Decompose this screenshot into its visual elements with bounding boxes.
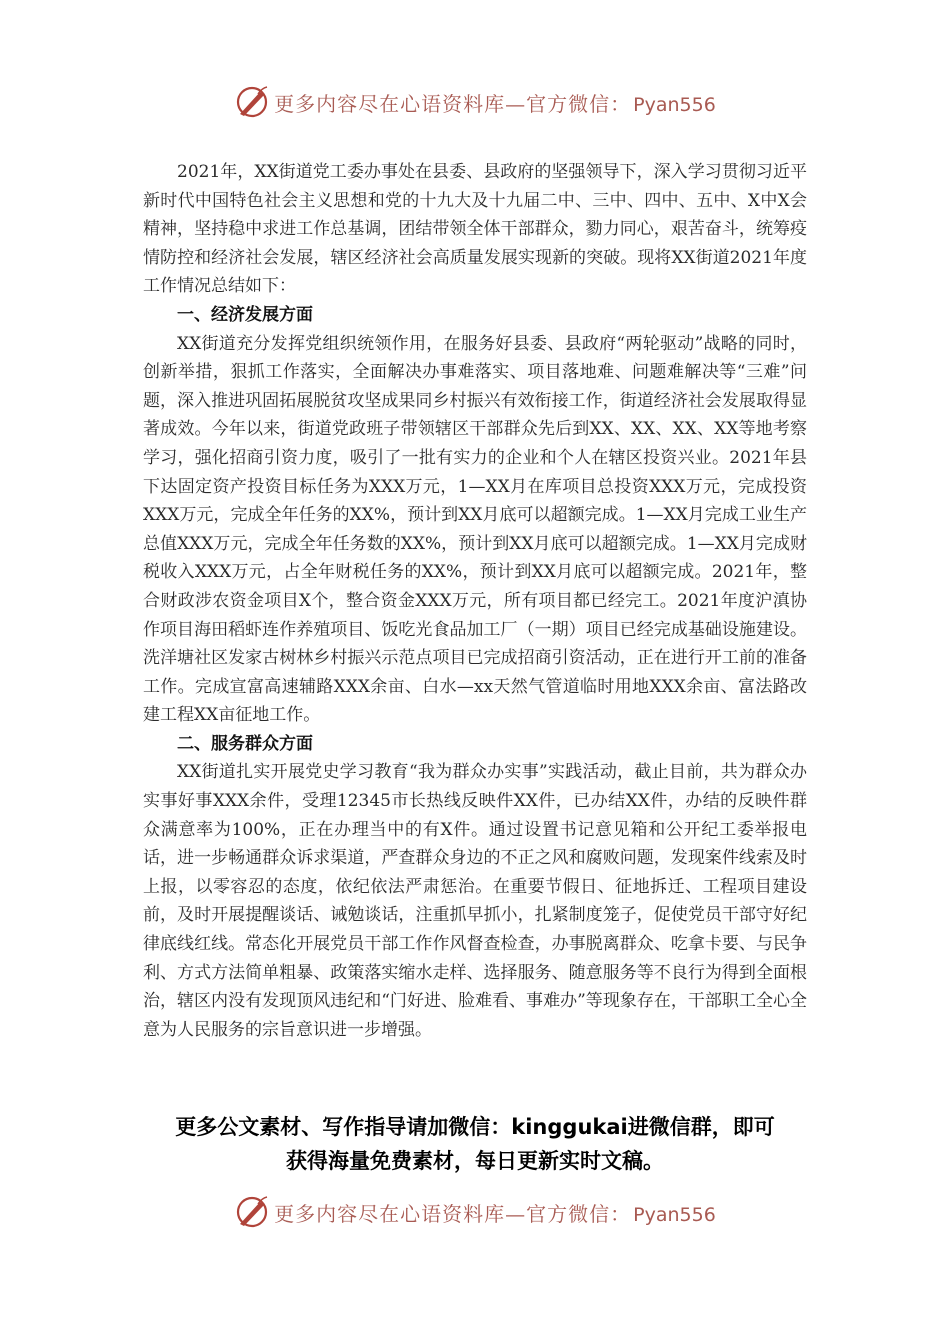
banner-label: 更多内容尽在心语资料库—官方微信：: [274, 91, 632, 116]
banner-label: 更多内容尽在心语资料库—官方微信：: [274, 1201, 632, 1226]
pen-logo-icon: [234, 1194, 270, 1230]
promo-notice: [100, 1110, 850, 1178]
promo-line-2: 获得海量免费素材，每日更新实时文稿。: [286, 1149, 664, 1173]
section1-paragraph: XX街道充分发挥党组织统领作用，在服务好县委、县政府“两轮驱动”战略的同时，创新举措，狠抓工作落实，全面解决办事难落实、项目落地难、问题难解决等“三难”问题，深入推进巩固拓展脱贫攻坚成果同乡村振兴有效衔接工作，街道经济社会发展取得显著成效。今年以来，街道党政班子带领辖区干部群众先后到XX、XX、XX、XX等地考察学习，强化招商引资力度，吸引了一批有实力的企业和个人在辖区投资兴业。2021年县下达固定资产投资目标任务为XXX万元，1—XX月在库项目总投资XXX万元，完成投资XXX万元，完成全年任务的XX%，预计到XX月底可以超额完成。1—XX月完成工业生产总值XXX万元，完成全年任务数的XX%，预计到XX月底可以超额完成。1—XX月完成财税收入XXX万元，占全年财税任务的XX%，预计到XX月底可以超额完成。2021年，整合财政涉农资金项目X个，整合资金XXX万元，所有项目都已经完工。2021年度沪滇协作项目海田稻虾连作养殖项目、饭吃光食品加工厂（一期）项目已经完成基础设施建设。洗洋塘社区发家古树林乡村振兴示范点项目已完成招商引资活动，正在进行开工前的准备工作。完成宣富高速辅路XXX余亩、白水—xx天然气管道临时用地XXX余亩、富法路改建工程XX亩征地工作。: [143, 333, 807, 726]
intro-paragraph: 2021年，XX街道党工委办事处在县委、县政府的坚强领导下，深入学习贯彻习近平新时代中国特色社会主义思想和党的十九大及十九届二中、三中、四中、五中、X中X会精神，坚持稳中求进工作总基调，团结带领全体干部群众，勠力同心，艰苦奋斗，统筹疫情防控和经济社会发展，辖区经济社会高质量发展实现新的突破。现将XX街道2021年度工作情况总结如下：: [143, 162, 807, 297]
section1-heading: 一、经济发展方面: [177, 304, 313, 325]
section2-paragraph: XX街道扎实开展党史学习教育“我为群众办实事”实践活动，截止目前，共为群众办实事好事XXX余件，受理12345市长热线反映件XX件，已办结XX件，办结的反映件群众满意率为100%，正在办理当中的有X件。通过设置书记意见箱和公开纪工委举报电话，进一步畅通群众诉求渠道，严查群众身边的不正之风和腐败问题，发现案件线索及时上报，以零容忍的态度，依纪依法严肃惩治。在重要节假日、征地拆迁、工程项目建设前，及时开展提醒谈话、诫勉谈话，注重抓早抓小，扎紧制度笼子，促使党员干部守好纪律底线红线。常态化开展党员干部工作作风督查检查，办事脱离群众、吃拿卡要、与民争利、方式方法简单粗暴、政策落实缩水走样、选择服务、随意服务等不良行为得到全面根治，辖区内没有发现顶风违纪和“门好进、脸难看、事难办”等现象存在，干部职工全心全意为人民服务的宗旨意识进一步增强。: [143, 762, 807, 1040]
pen-logo-icon: [234, 84, 270, 120]
header-banner: [0, 80, 950, 124]
banner-text: [274, 88, 716, 117]
banner-text: [274, 1198, 716, 1227]
banner-wechat-id: Pyan556: [633, 93, 716, 116]
document-body: [143, 158, 807, 1044]
promo-line-1: 更多公文素材、写作指导请加微信：kinggukai进微信群，即可: [175, 1115, 775, 1139]
banner-wechat-id: Pyan556: [633, 1203, 716, 1226]
footer-banner: [0, 1190, 950, 1234]
section2-heading: 二、服务群众方面: [177, 733, 313, 754]
